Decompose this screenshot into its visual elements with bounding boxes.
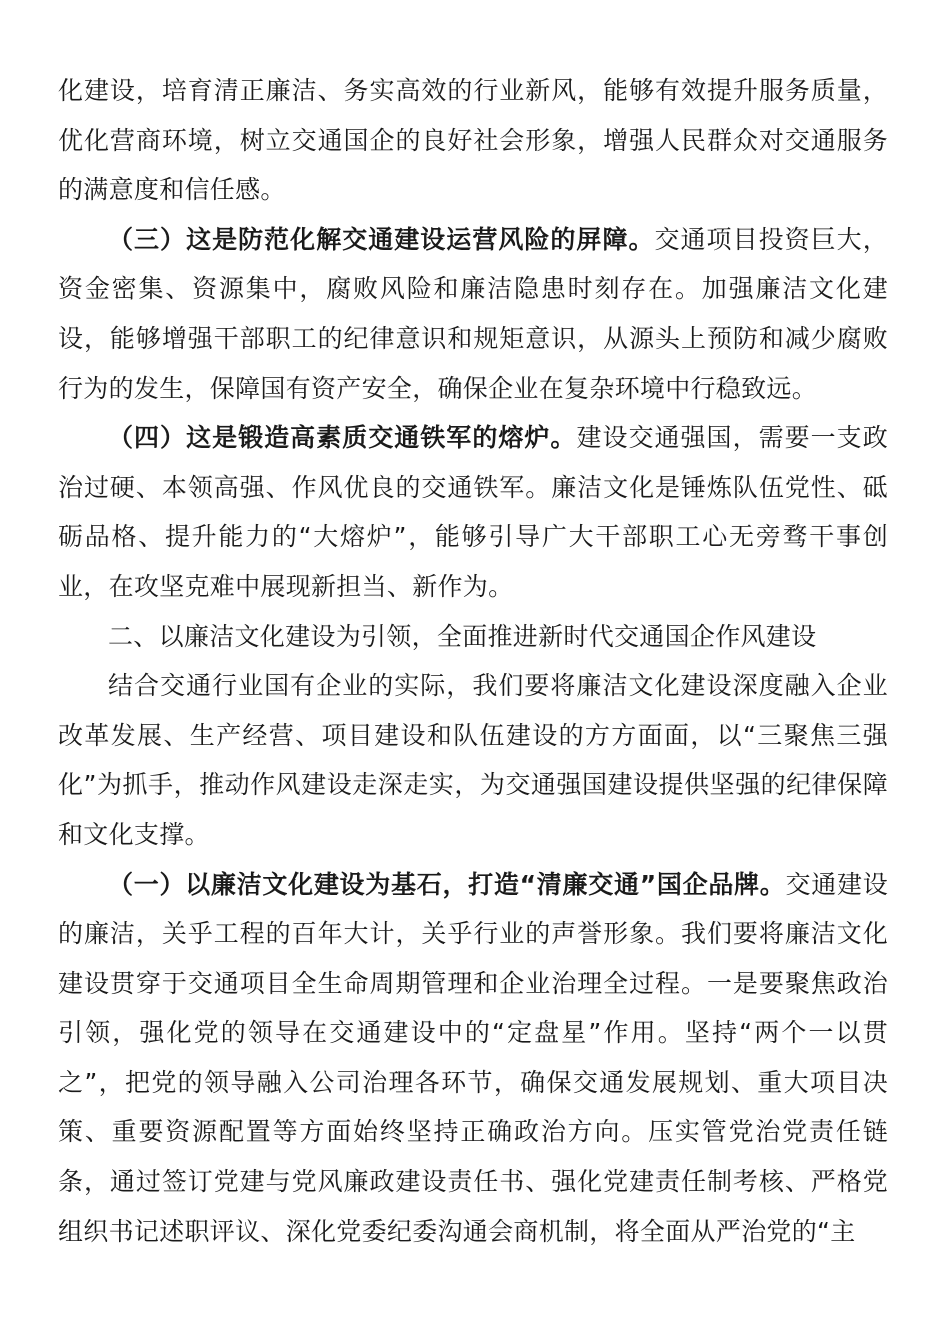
paragraph-6-heading: （一）以廉洁文化建设为基石，打造“清廉交通”国企品牌。 [108,869,786,899]
paragraph-5 [58,661,888,859]
paragraph-5-text: 结合交通行业国有企业的实际，我们要将廉洁文化建设深度融入企业改革发展、生产经营、项目建设和队伍建设的方方面面，以“三聚焦三强化”为抓手，推动作风建设走深走实，为交通强国建设提供坚强的纪律保障和文化支撑。 [58,671,888,849]
paragraph-2-text: 交通项目投资巨大，资金密集、资源集中，腐败风险和廉洁隐患时刻存在。加强廉洁文化建设，能够增强干部职工的纪律意识和规矩意识，从源头上预防和减少腐败行为的发生，保障国有资产安全，确保企业在复杂环境中行稳致远。 [58,224,888,403]
paragraph-3-text: 建设交通强国，需要一支政治过硬、本领高强、作风优良的交通铁军。廉洁文化是锤炼队伍党性、砥砺品格、提升能力的“大熔炉”，能够引导广大干部职工心无旁骛干事创业，在攻坚克难中展现新担当、新作为。 [58,423,888,601]
document-page [58,66,888,1256]
paragraph-3-heading: （四）这是锻造高素质交通铁军的熔炉。 [108,423,577,453]
paragraph-3 [58,413,888,611]
paragraph-1 [58,66,888,215]
paragraph-2-heading: （三）这是防范化解交通建设运营风险的屏障。 [108,224,655,254]
section-heading-2-text: 二、以廉洁文化建设为引领，全面推进新时代交通国企作风建设 [108,621,817,651]
paragraph-6-text: 交通建设的廉洁，关乎工程的百年大计，关乎行业的声誉形象。我们要将廉洁文化建设贯穿于交通项目全生命周期管理和企业治理全过程。一是要聚焦政治引领，强化党的领导在交通建设中的“定盘星”作用。坚持“两个一以贯之”，把党的领导融入公司治理各环节，确保交通发展规划、重大项目决策、重要资源配置等方面始终坚持正确政治方向。压实管党治党责任链条，通过签订党建与党风廉政建设责任书、强化党建责任制考核、严格党组织书记述职评议、深化党委纪委沟通会商机制，将全面从严治党的“主 [58,869,888,1246]
section-heading-2 [58,612,888,662]
paragraph-2 [58,215,888,413]
paragraph-6 [58,860,888,1257]
paragraph-1-text: 化建设，培育清正廉洁、务实高效的行业新风，能够有效提升服务质量，优化营商环境，树立交通国企的良好社会形象，增强人民群众对交通服务的满意度和信任感。 [58,76,888,205]
